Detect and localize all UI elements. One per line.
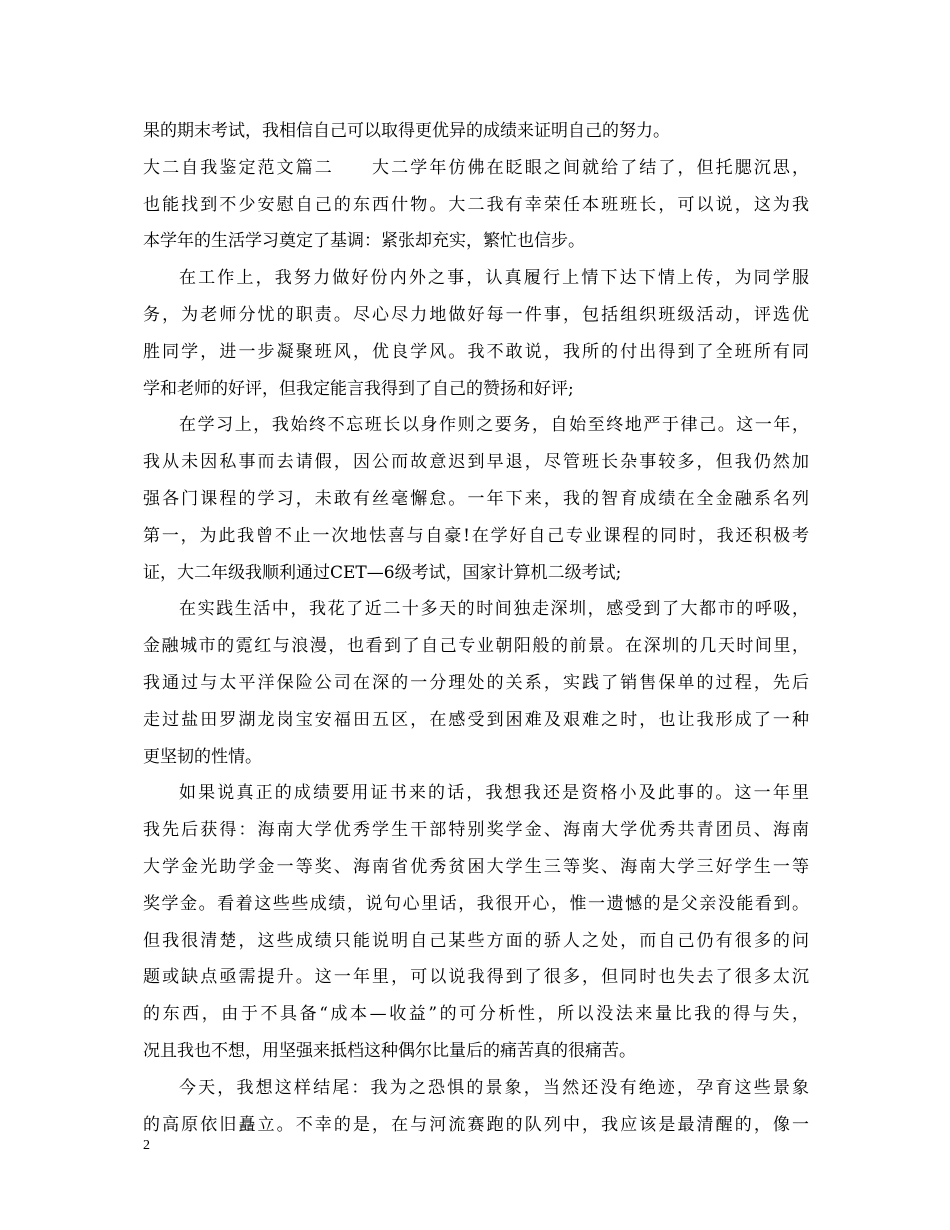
text-line: 证，大二年级我顺利通过CET—6级考试，国家计算机二级考试; <box>143 562 622 583</box>
text-line: 也能找到不少安慰自己的东西什物。大二我有幸荣任本班班长，可以说，这为我 <box>143 194 809 215</box>
text-line: 今天，我想这样结尾：我为之恐惧的景象，当然还没有绝迹，孕育这些景象 <box>179 1077 809 1098</box>
text-line: 的东西，由于不具备“成本—收益”的可分析性，所以没法来量比我的得与失， <box>143 1004 809 1025</box>
text-line: 我先后获得：海南大学优秀学生干部特别奖学金、海南大学优秀共青团员、海南 <box>143 820 809 841</box>
text-line: 的高原依旧矗立。不幸的是，在与河流赛跑的队列中，我应该是最清醒的，像一 <box>143 1114 809 1135</box>
text-line: 更坚韧的性情。 <box>143 746 262 767</box>
text-line: 大学金光助学金一等奖、海南省优秀贫困大学生三等奖、海南大学三好学生一等 <box>143 856 809 877</box>
text-line: 奖学金。看着这些些成绩，说句心里话，我很开心，惟一遗憾的是父亲没能看到。 <box>143 893 809 914</box>
text-line: 胜同学，进一步凝聚班风，优良学风。我不敢说，我所的付出得到了全班所有同 <box>143 341 809 362</box>
page-number: 2 <box>143 1138 150 1153</box>
text-line: 我从未因私事而去请假，因公而故意迟到早退，尽管班长杂事较多，但我仍然加 <box>143 452 809 473</box>
text-line: 强各门课程的学习，未敢有丝毫懈怠。一年下来，我的智育成绩在全金融系名列 <box>143 488 809 509</box>
text-line: 果的期末考试，我相信自己可以取得更优异的成绩来证明自己的努力。 <box>143 121 670 141</box>
text-line: 我通过与太平洋保险公司在深的一分理处的关系，实践了销售保单的过程，先后 <box>143 672 809 693</box>
text-line: 在实践生活中，我花了近二十多天的时间独走深圳，感受到了大都市的呼吸， <box>179 599 809 620</box>
text-line: 大二自我鉴定范文篇二 大二学年仿佛在眨眼之间就给了结了，但托腮沉思， <box>143 157 809 178</box>
text-line: 在工作上，我努力做好份内外之事，认真履行上情下达下情上传，为同学服 <box>179 268 809 289</box>
document-body <box>143 113 809 1143</box>
text-line: 在学习上，我始终不忘班长以身作则之要务，自始至终地严于律己。这一年， <box>179 415 809 436</box>
text-line: 第一，为此我曾不止一次地怯喜与自豪!在学好自己专业课程的同时，我还积极考 <box>143 525 809 546</box>
text-line: 况且我也不想，用坚强来抵档这种偶尔比量后的痛苦真的很痛苦。 <box>143 1040 636 1061</box>
text-line: 题或缺点亟需提升。这一年里，可以说我得到了很多，但同时也失去了很多太沉 <box>143 967 809 988</box>
text-line: 学和老师的好评，但我定能言我得到了自己的赞扬和好评; <box>143 378 574 399</box>
text-line: 但我很清楚，这些成绩只能说明自己某些方面的骄人之处，而自己仍有很多的问 <box>143 930 809 951</box>
text-line: 走过盐田罗湖龙岗宝安福田五区，在感受到困难及艰难之时，也让我形成了一种 <box>143 709 809 730</box>
text-line: 务，为老师分忧的职责。尽心尽力地做好每一件事，包括组织班级活动，评选优 <box>143 304 809 325</box>
text-line: 本学年的生活学习奠定了基调：紧张却充实，繁忙也信步。 <box>143 231 585 252</box>
text-line: 如果说真正的成绩要用证书来的话，我想我还是资格小及此事的。这一年里 <box>179 783 809 804</box>
text-line: 金融城市的霓红与浪漫，也看到了自己专业朝阳般的前景。在深圳的几天时间里， <box>143 636 809 657</box>
